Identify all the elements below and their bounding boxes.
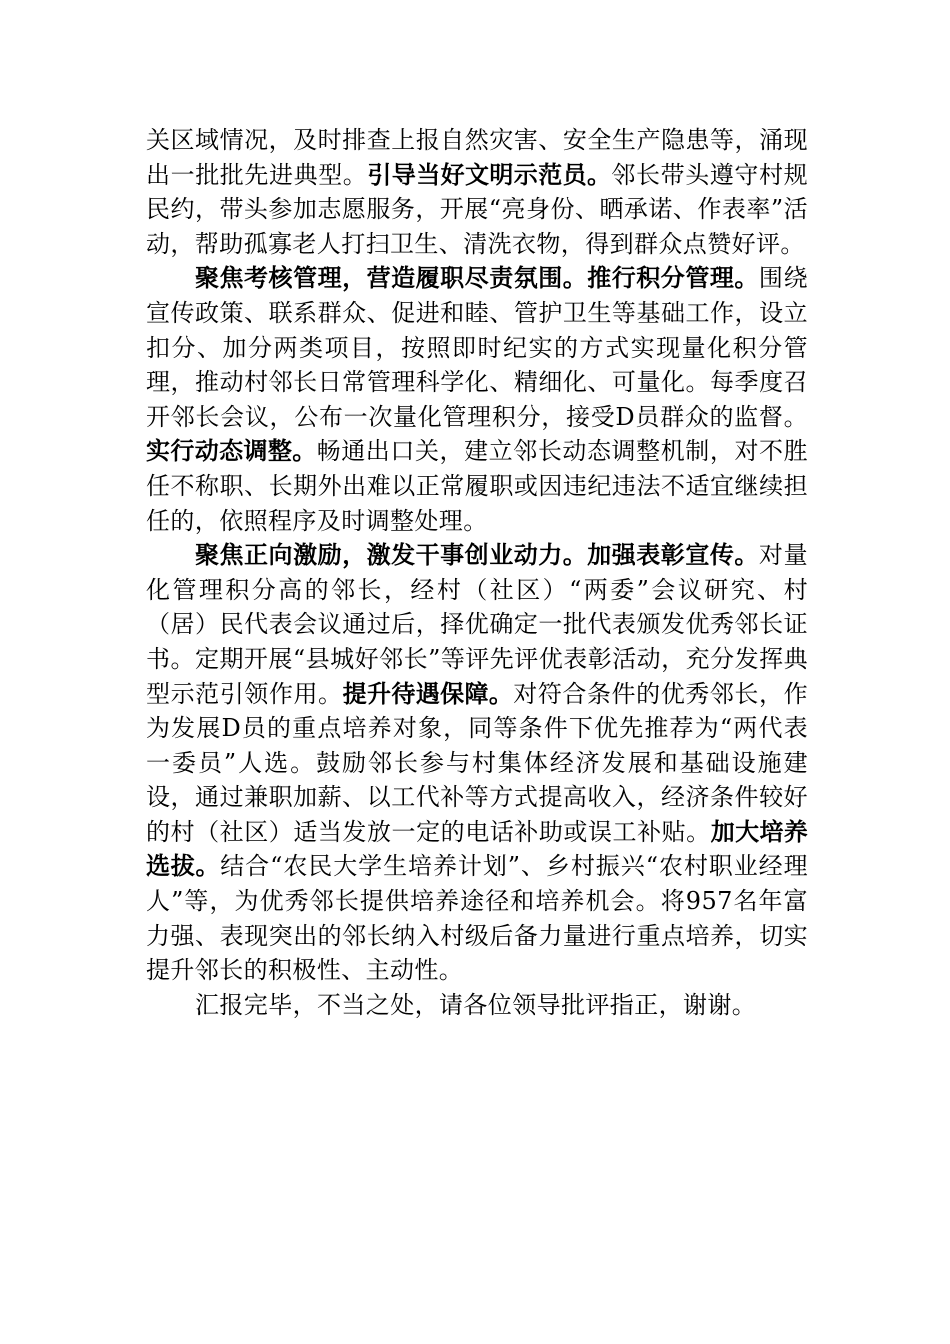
paragraph-2 (146, 261, 808, 538)
text-run: 汇报完毕，不当之处，请各位领导批评指正，谢谢。 (195, 990, 757, 1019)
text-run: 畅通出口关，建立邻长动态调整机制，对不胜任不称职、长期外出难以正常履职或因违纪违法不适宜继续担任的，依照程序及时调整处理。 (146, 437, 808, 535)
text-run: 对量化管理积分高的邻长，经村（社区）“两委”会议研究、村（居）民代表会议通过后，择优确定一批代表颁发优秀邻长证书。定期开展“县城好邻长”等评先评优表彰活动，充分发挥典型示范引领作用。 (146, 541, 808, 708)
document-page (146, 123, 808, 1022)
text-run: 围绕宣传政策、联系群众、促进和睦、管护卫生等基础工作，设立扣分、加分两类项目，按照即时纪实的方式实现量化积分管理，推动村邻长日常管理科学化、精细化、可量化。每季度召开邻长会议，公布一次量化管理积分，接受D员群众的监督。 (146, 264, 808, 431)
text-run: 关区域情况，及时排查上报自然灾害、安全生产隐患等，涌现出一批批先进典型。 (146, 126, 808, 189)
text-run: 对符合条件的优秀邻长，作为发展D员的重点培养对象，同等条件下优先推荐为“两代表一委员”人选。鼓励邻长参与村集体经济发展和基础设施建设，通过兼职加薪、以工代补等方式提高收入，经济条件较好的村（社区）适当发放一定的电话补助或误工补贴。 (146, 679, 808, 846)
closing-paragraph (146, 988, 808, 1023)
paragraph-1 (146, 123, 808, 261)
text-run: 结合“农民大学生培养计划”、乡村振兴“农村职业经理人”等，为优秀邻长提供培养途径和培养机会。将957名年富力强、表现突出的邻长纳入村级后备力量进行重点培养，切实提升邻长的积极性、主动性。 (146, 852, 808, 985)
bold-heading-run: 加大培养选拔。 (146, 817, 808, 881)
text-run: 邻长带头遵守村规民约，带头参加志愿服务，开展“亮身份、晒承诺、作表率”活动，帮助孤寡老人打扫卫生、清洗衣物，得到群众点赞好评。 (146, 160, 809, 258)
bold-heading-run: 实行动态调整。 (146, 437, 317, 466)
bold-heading-run: 聚焦正向激励，激发干事创业动力。加强表彰宣传。 (195, 541, 759, 570)
bold-heading-run: 聚焦考核管理，营造履职尽责氛围。推行积分管理。 (195, 264, 759, 293)
paragraph-3 (146, 538, 808, 988)
bold-heading-run: 引导当好文明示范员。 (367, 160, 612, 189)
bold-heading-run: 提升待遇保障。 (342, 679, 514, 708)
